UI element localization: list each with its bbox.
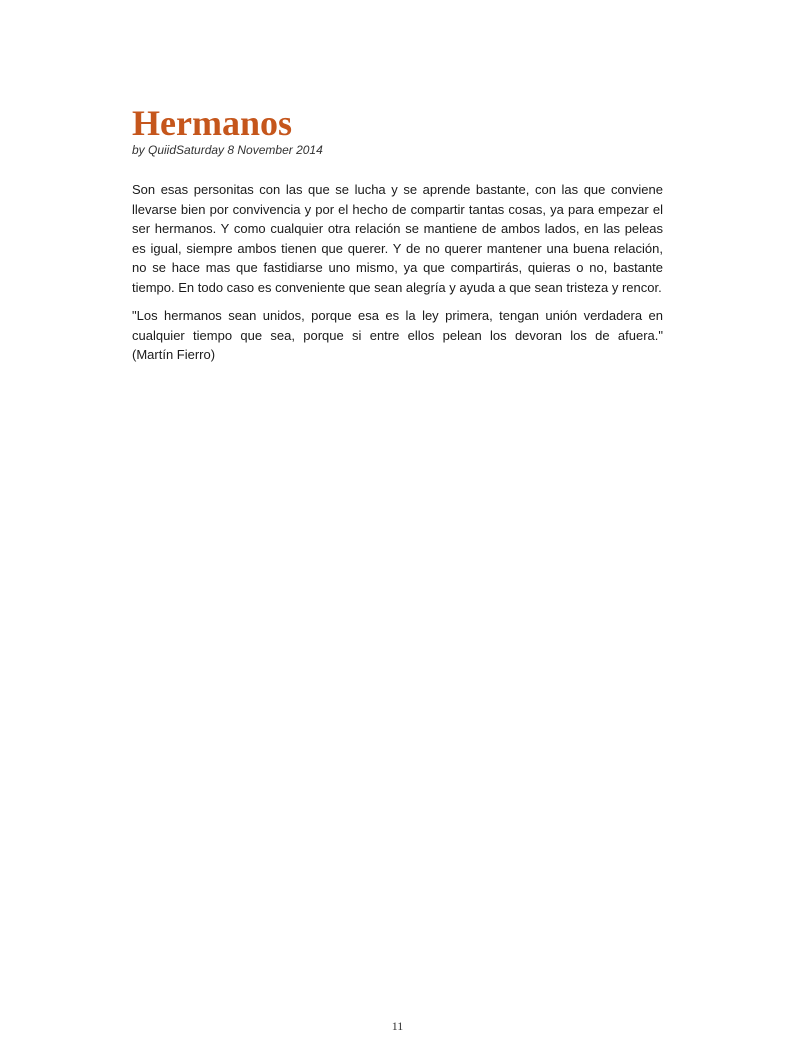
page-number: 11 (391, 1019, 404, 1033)
article-quote-paragraph (132, 306, 663, 365)
article-quote: "Los hermanos sean unidos, porque esa es la ley primera, tengan unión verdadera en cualquier tiempo que sea, porque si entre ellos pelean los devoran los de afuera." (132, 308, 663, 343)
article-paragraph: Son esas personitas con las que se lucha y se aprende bastante, con las que conviene llevarse bien por convivencia y por el hecho de compartir tantas cosas, ya para empezar el ser hermanos. Y como cualquier otra relación se mantiene de ambos lados, en las peleas es igual, siempre ambos tienen que querer. Y de no querer mantener una buena relación, no se hace mas que fastidiarse uno mismo, ya que compartirás, quieras o no, bastante tiempo. En todo caso es conveniente que sean alegría y ayuda a que sean tristeza y rencor. (132, 182, 663, 295)
quote-attribution: (Martín Fierro) (132, 347, 216, 362)
article-title: Hermanos (132, 103, 292, 143)
article-byline: by QuiidSaturday 8 November 2014 (132, 143, 323, 157)
article (132, 104, 663, 374)
